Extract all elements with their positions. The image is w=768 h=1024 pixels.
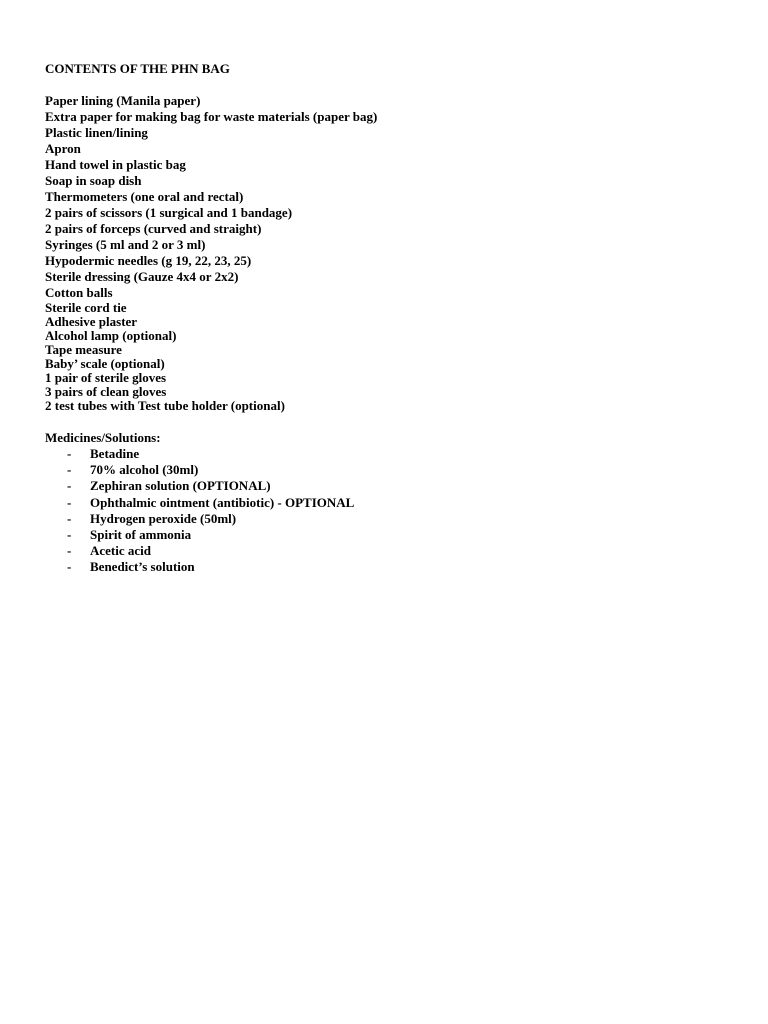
list-item: Apron <box>45 141 81 156</box>
list-item <box>45 478 354 494</box>
medicine-label: 70% alcohol (30ml) <box>90 462 199 478</box>
medicine-label: Spirit of ammonia <box>90 527 192 543</box>
list-item: Sterile cord tie <box>45 300 127 315</box>
list-item: 1 pair of sterile gloves <box>45 370 167 385</box>
medicine-label: Ophthalmic ointment (antibiotic) - OPTIONAL <box>90 494 355 510</box>
list-item <box>45 527 354 543</box>
list-item: Tape measure <box>45 342 122 357</box>
list-item: 2 pairs of forceps (curved and straight) <box>45 221 262 236</box>
dash-bullet: - <box>67 543 72 559</box>
list-item: Paper lining (Manila paper) <box>45 93 201 108</box>
list-item <box>45 511 354 527</box>
medicines-heading: Medicines/Solutions: <box>45 430 161 445</box>
medicine-label: Betadine <box>90 446 140 461</box>
list-item: Hand towel in plastic bag <box>45 157 186 172</box>
list-item <box>45 543 354 559</box>
medicine-label: Benedict’s solution <box>90 559 195 575</box>
medicine-label: Hydrogen peroxide (50ml) <box>90 510 237 526</box>
dash-bullet: - <box>67 478 72 494</box>
list-item: 2 pairs of scissors (1 surgical and 1 bandage) <box>45 205 293 220</box>
list-item <box>45 495 354 511</box>
dash-bullet: - <box>67 559 72 575</box>
document-title: CONTENTS OF THE PHN BAG <box>45 61 230 76</box>
list-item <box>45 559 354 575</box>
dash-bullet: - <box>67 446 72 461</box>
list-item: Syringes (5 ml and 2 or 3 ml) <box>45 237 206 252</box>
list-item: Thermometers (one oral and rectal) <box>45 189 244 204</box>
list-item: Alcohol lamp (optional) <box>45 328 177 343</box>
dash-bullet: - <box>67 462 72 478</box>
medicines-list <box>45 446 354 576</box>
medicine-label: Zephiran solution (OPTIONAL) <box>90 478 271 494</box>
list-item: Sterile dressing (Gauze 4x4 or 2x2) <box>45 269 239 284</box>
list-item: Soap in soap dish <box>45 173 142 188</box>
list-item: Extra paper for making bag for waste materials (paper bag) <box>45 109 378 124</box>
list-item: 2 test tubes with Test tube holder (optional) <box>45 398 285 413</box>
dash-bullet: - <box>67 527 72 543</box>
list-item <box>45 446 354 462</box>
dash-bullet: - <box>67 510 72 526</box>
list-item: 3 pairs of clean gloves <box>45 384 167 399</box>
medicine-label: Acetic acid <box>90 543 152 559</box>
list-item: Adhesive plaster <box>45 314 138 329</box>
list-item: Plastic linen/lining <box>45 125 148 140</box>
dash-bullet: - <box>67 494 72 510</box>
bag-contents-list <box>45 93 377 413</box>
list-item <box>45 462 354 478</box>
list-item: Baby’ scale (optional) <box>45 356 165 371</box>
list-item: Hypodermic needles (g 19, 22, 23, 25) <box>45 253 252 268</box>
list-item: Cotton balls <box>45 285 113 300</box>
